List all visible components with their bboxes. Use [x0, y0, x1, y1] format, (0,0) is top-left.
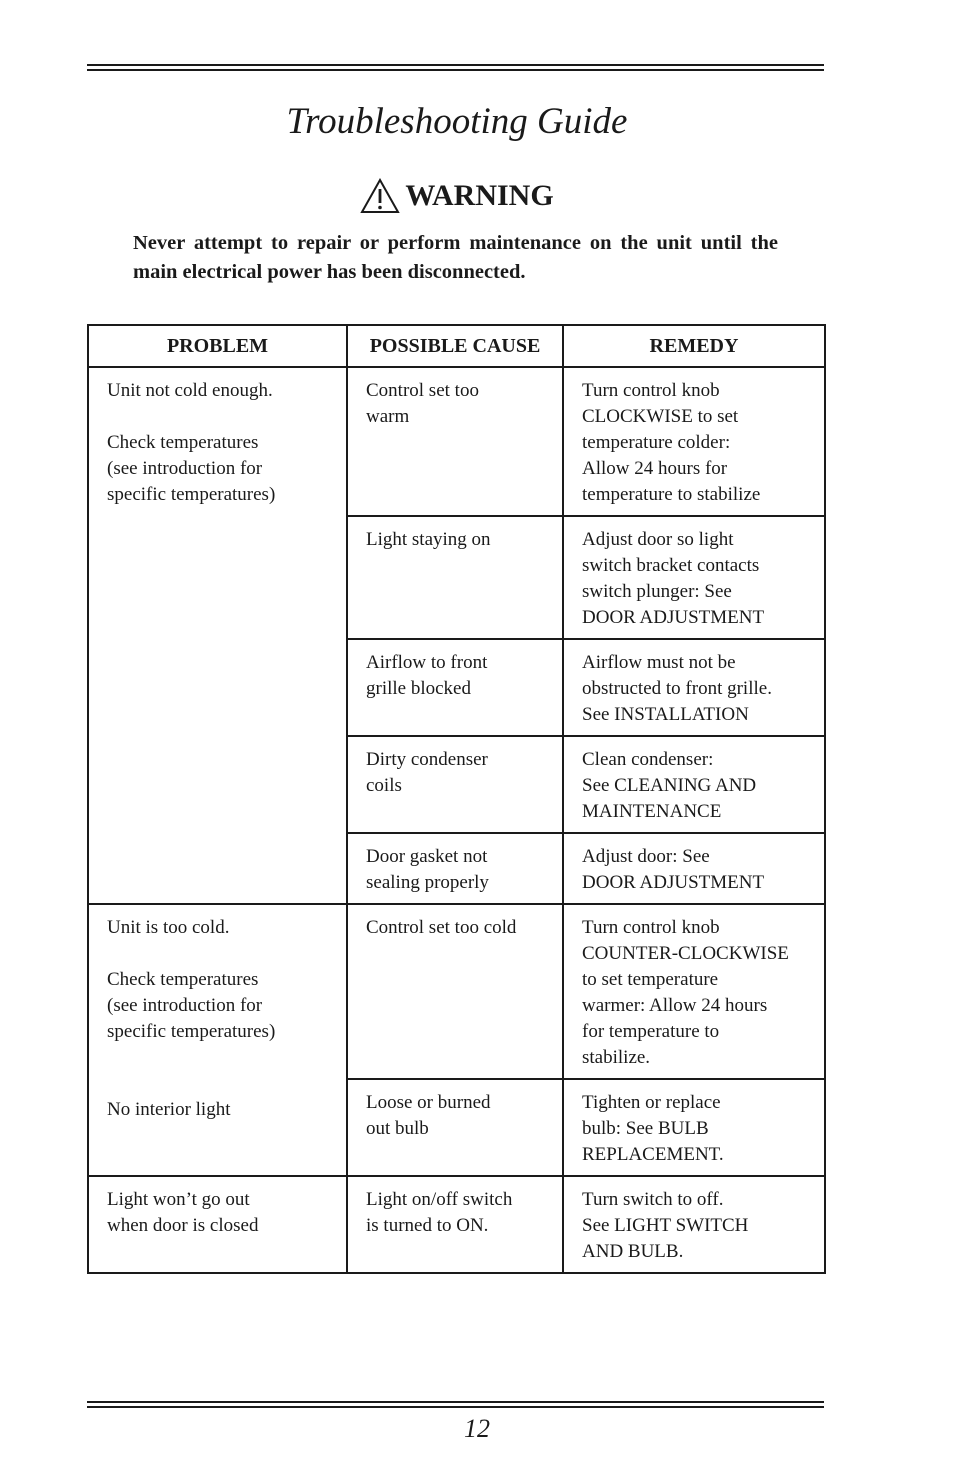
remedy-cell: [563, 639, 825, 736]
cause-text: Control set too: [366, 380, 479, 401]
remedy-cell: [563, 516, 825, 639]
remedy-text: Turn control knob: [582, 380, 720, 401]
remedy-text: stabilize.: [582, 1047, 651, 1068]
cause-text: grille blocked: [366, 678, 471, 699]
remedy-text: for temperature to: [582, 1021, 720, 1042]
problem-cell: [88, 1176, 347, 1273]
bottom-rule: [87, 1401, 824, 1408]
remedy-text: obstructed to front grille.: [582, 678, 772, 699]
remedy-text: temperature to stabilize: [582, 484, 761, 505]
cause-text: Loose or burned: [366, 1092, 491, 1113]
cause-text: coils: [366, 775, 402, 796]
cause-text: Control set too cold: [366, 917, 517, 938]
remedy-text: CLOCKWISE to set: [582, 406, 739, 427]
remedy-text: MAINTENANCE: [582, 801, 722, 822]
remedy-cell: [563, 1079, 825, 1176]
remedy-cell: [563, 736, 825, 833]
cause-text: warm: [366, 406, 410, 427]
table-row: [88, 367, 825, 516]
cause-cell: [347, 1176, 563, 1273]
header-possible-cause: POSSIBLE CAUSE: [347, 325, 563, 367]
warning-triangle-icon: [360, 178, 400, 214]
header-problem: PROBLEM: [88, 325, 347, 367]
problem-text: specific temperatures): [107, 484, 276, 505]
cause-text: Dirty condenser: [366, 749, 488, 770]
remedy-text: Airflow must not be: [582, 652, 736, 673]
cause-text: is turned to ON.: [366, 1215, 489, 1236]
remedy-text: Adjust door: See: [582, 846, 710, 867]
cause-text: Light on/off switch: [366, 1189, 513, 1210]
cause-cell: [347, 639, 563, 736]
remedy-text: See INSTALLATION: [582, 704, 749, 725]
remedy-text: Allow 24 hours for: [582, 458, 728, 479]
problem-text: Unit is too cold.: [107, 917, 230, 938]
cause-text: Airflow to front: [366, 652, 488, 673]
remedy-text: Turn switch to off.: [582, 1189, 724, 1210]
top-rule: [87, 64, 824, 71]
remedy-cell: [563, 1176, 825, 1273]
page-number: 12: [464, 1414, 490, 1443]
remedy-text: to set temperature: [582, 969, 719, 990]
cause-text: Light staying on: [366, 529, 491, 550]
warning-label: WARNING: [405, 179, 554, 212]
problem-cell: [88, 367, 347, 904]
remedy-text: Turn control knob: [582, 917, 720, 938]
cause-text: Door gasket not: [366, 846, 488, 867]
problem-cell: [88, 904, 347, 1176]
remedy-text: AND BULB.: [582, 1241, 684, 1262]
remedy-cell: [563, 367, 825, 516]
troubleshooting-table: [87, 324, 826, 1274]
remedy-text: COUNTER-CLOCKWISE: [582, 943, 789, 964]
cause-text: out bulb: [366, 1118, 429, 1139]
problem-text: (see introduction for: [107, 995, 263, 1016]
cause-cell: [347, 516, 563, 639]
table-header-row: [88, 325, 825, 367]
remedy-text: See LIGHT SWITCH: [582, 1215, 749, 1236]
remedy-text: REPLACEMENT.: [582, 1144, 724, 1165]
remedy-text: DOOR ADJUSTMENT: [582, 872, 765, 893]
table-row: [88, 1176, 825, 1273]
remedy-text: Adjust door so light: [582, 529, 734, 550]
problem-text: Check temperatures: [107, 432, 259, 453]
problem-text: No interior light: [107, 1099, 231, 1120]
problem-text: Light won’t go out: [107, 1189, 250, 1210]
remedy-text: bulb: See BULB: [582, 1118, 709, 1139]
table-row: [88, 904, 825, 1079]
remedy-text: warmer: Allow 24 hours: [582, 995, 768, 1016]
cause-cell: [347, 367, 563, 516]
problem-text: Unit not cold enough.: [107, 380, 273, 401]
problem-text: when door is closed: [107, 1215, 259, 1236]
remedy-text: See CLEANING AND: [582, 775, 757, 796]
remedy-cell: [563, 833, 825, 904]
problem-text: (see introduction for: [107, 458, 263, 479]
cause-cell: [347, 904, 563, 1079]
page-title: Troubleshooting Guide: [286, 101, 628, 142]
remedy-text: switch plunger: See: [582, 581, 732, 602]
cause-cell: [347, 1079, 563, 1176]
remedy-text: Tighten or replace: [582, 1092, 721, 1113]
cause-cell: [347, 833, 563, 904]
problem-text: specific temperatures): [107, 1021, 276, 1042]
remedy-cell: [563, 904, 825, 1079]
warning-text: Never attempt to repair or perform maintenance on the unit until the main electrical power has been disconnected.: [133, 232, 778, 283]
remedy-text: temperature colder:: [582, 432, 731, 453]
remedy-text: DOOR ADJUSTMENT: [582, 607, 765, 628]
remedy-text: switch bracket contacts: [582, 555, 760, 576]
remedy-text: Clean condenser:: [582, 749, 714, 770]
problem-text: Check temperatures: [107, 969, 259, 990]
header-remedy: REMEDY: [563, 325, 825, 367]
cause-text: sealing properly: [366, 872, 489, 893]
cause-cell: [347, 736, 563, 833]
warning-heading: [0, 178, 914, 214]
